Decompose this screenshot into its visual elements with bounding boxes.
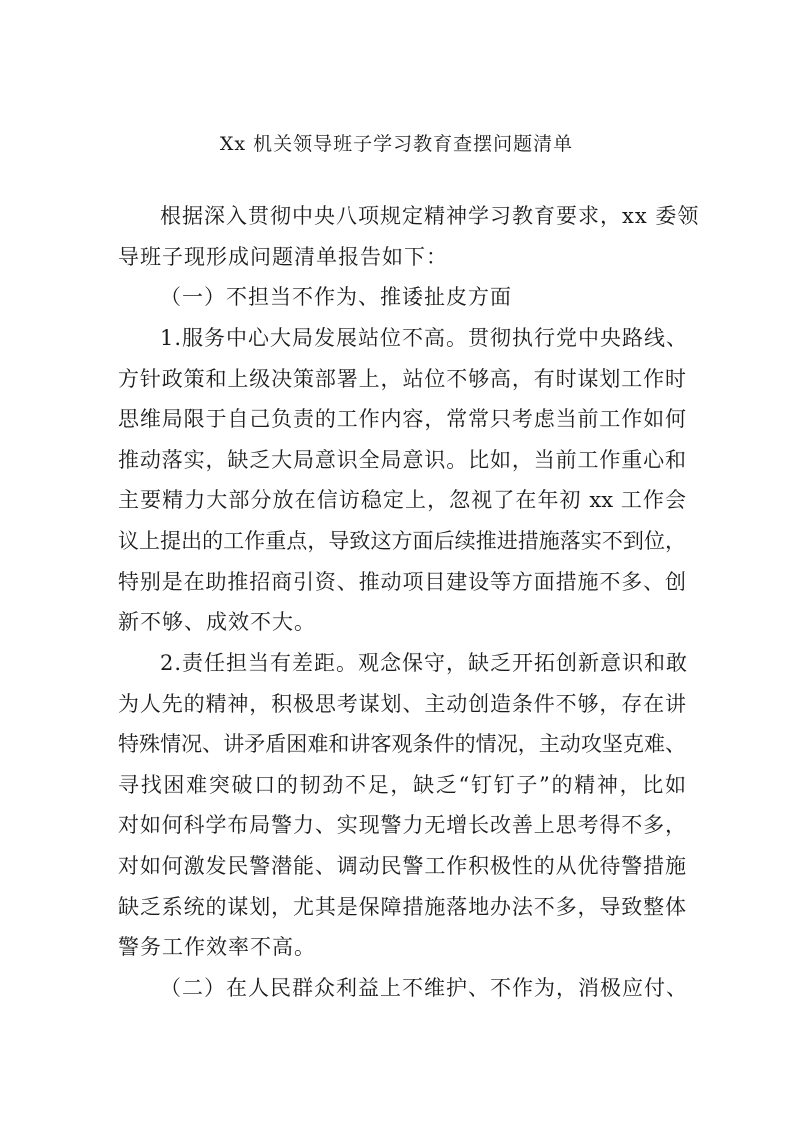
paragraph-line: 新不够、成效不大。	[118, 610, 316, 634]
paragraph-line: 主要精力大部分放在信访稳定上，忽视了在年初 xx 工作会	[118, 488, 686, 512]
paragraph-line: 导班子现形成问题清单报告如下：	[118, 245, 448, 269]
paragraph-line: 思维局限于自己负责的工作内容，常常只考虑当前工作如何	[118, 407, 686, 431]
paragraph-line: 2.责任担当有差距。观念保守，缺乏开拓创新意识和敢	[160, 651, 689, 675]
section-heading: （二）在人民群众利益上不维护、不作为，消极应付、	[160, 976, 688, 1000]
paragraph-line: 议上提出的工作重点，导致这方面后续推进措施落实不到位，	[118, 529, 686, 553]
paragraph-line: 对如何激发民警潜能、调动民警工作积极性的从优待警措施	[118, 854, 686, 878]
paragraph-line: 方针政策和上级决策部署上，站位不够高，有时谋划工作时	[118, 367, 686, 391]
paragraph-line: 根据深入贯彻中央八项规定精神学习教育要求，xx 委领	[160, 204, 700, 228]
paragraph-line: 为人先的精神，积极思考谋划、主动创造条件不够，存在讲	[118, 692, 686, 716]
paragraph-line: 1.服务中心大局发展站位不高。贯彻执行党中央路线、	[160, 326, 689, 350]
paragraph-line: 警务工作效率不高。	[118, 935, 316, 959]
paragraph-line: 特别是在助推招商引资、推动项目建设等方面措施不多、创	[118, 570, 686, 594]
paragraph-line: 推动落实，缺乏大局意识全局意识。比如，当前工作重心和	[118, 448, 686, 472]
paragraph-line: 缺乏系统的谋划，尤其是保障措施落地办法不多，导致整体	[118, 895, 686, 919]
section-heading: （一）不担当不作为、推诿扯皮方面	[160, 285, 512, 309]
paragraph-line: 寻找困难突破口的韧劲不足，缺乏“钉钉子”的精神，比如	[118, 773, 686, 797]
paragraph-line: 特殊情况、讲矛盾困难和讲客观条件的情况，主动攻坚克难、	[118, 732, 686, 756]
document-title: Xx 机关领导班子学习教育查摆问题清单	[219, 133, 574, 155]
paragraph-line: 对如何科学布局警力、实现警力无增长改善上思考得不多，	[118, 813, 686, 837]
